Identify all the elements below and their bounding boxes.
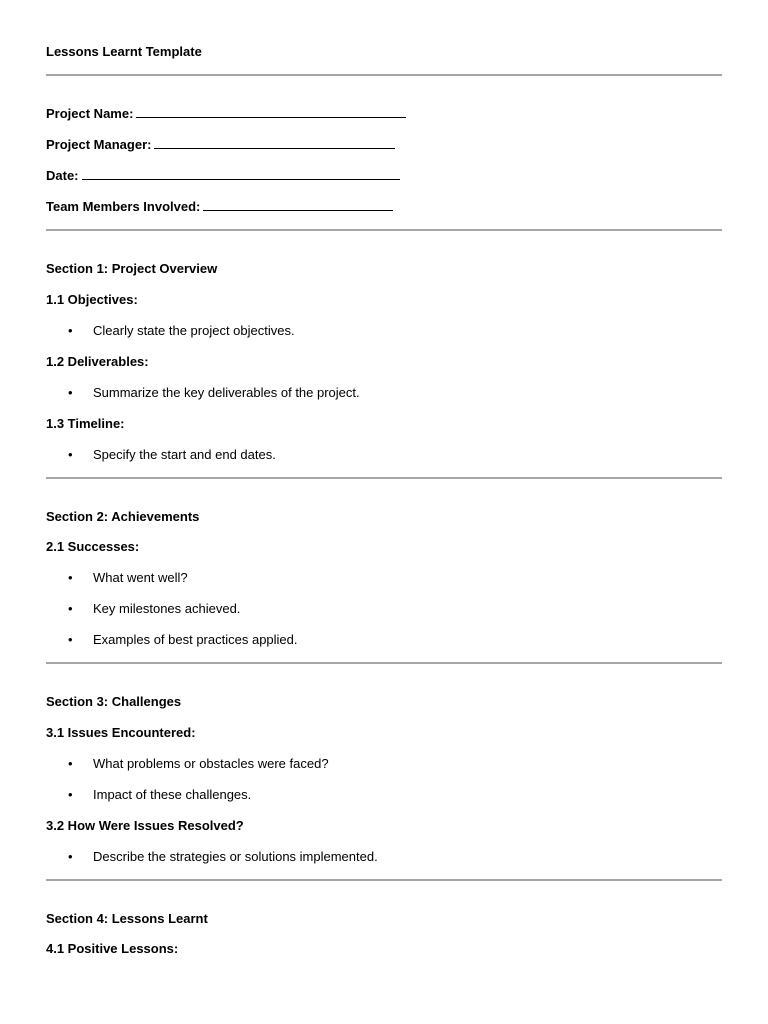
list-item-text: Examples of best practices applied. [93,632,298,647]
bullet-icon: • [68,756,73,771]
list-item-text: What went well? [93,570,188,585]
bullet-icon: • [68,570,73,585]
section-heading: Section 2: Achievements [46,509,200,524]
bullet-icon: • [68,385,73,400]
section-heading: Section 3: Challenges [46,694,182,709]
subsection-heading: 2.1 Successes: [46,539,140,554]
field-team-members [46,199,393,215]
section-heading: Section 1: Project Overview [46,261,218,276]
field-blank-line[interactable] [136,106,406,118]
field-label: Project Name: [46,106,134,121]
subsection-heading: 3.2 How Were Issues Resolved? [46,818,244,833]
divider [46,74,722,76]
field-blank-line[interactable] [203,199,393,211]
document-title: Lessons Learnt Template [46,44,202,59]
subsection-heading: 1.1 Objectives: [46,292,138,307]
divider [46,477,722,479]
divider [46,662,722,664]
field-label: Date: [46,168,79,183]
subsection-heading: 1.3 Timeline: [46,416,125,431]
divider [46,879,722,881]
divider [46,229,722,231]
field-label: Project Manager: [46,137,152,152]
field-date [46,168,400,184]
bullet-icon: • [68,601,73,616]
list-item-text: Clearly state the project objectives. [93,323,295,338]
list-item-text: Summarize the key deliverables of the project. [93,385,360,400]
field-project-manager [46,137,395,153]
section-heading: Section 4: Lessons Learnt [46,911,208,926]
bullet-icon: • [68,323,73,338]
list-item-text: What problems or obstacles were faced? [93,756,329,771]
field-label: Team Members Involved: [46,199,201,214]
field-blank-line[interactable] [154,137,395,149]
bullet-icon: • [68,787,73,802]
subsection-heading: 3.1 Issues Encountered: [46,725,196,740]
list-item-text: Key milestones achieved. [93,601,241,616]
subsection-heading: 1.2 Deliverables: [46,354,149,369]
bullet-icon: • [68,632,73,647]
bullet-icon: • [68,447,73,462]
list-item-text: Specify the start and end dates. [93,447,276,462]
field-project-name [46,106,406,122]
subsection-heading: 4.1 Positive Lessons: [46,941,179,956]
bullet-icon: • [68,849,73,864]
list-item-text: Describe the strategies or solutions implemented. [93,849,378,864]
field-blank-line[interactable] [82,168,400,180]
list-item-text: Impact of these challenges. [93,787,252,802]
